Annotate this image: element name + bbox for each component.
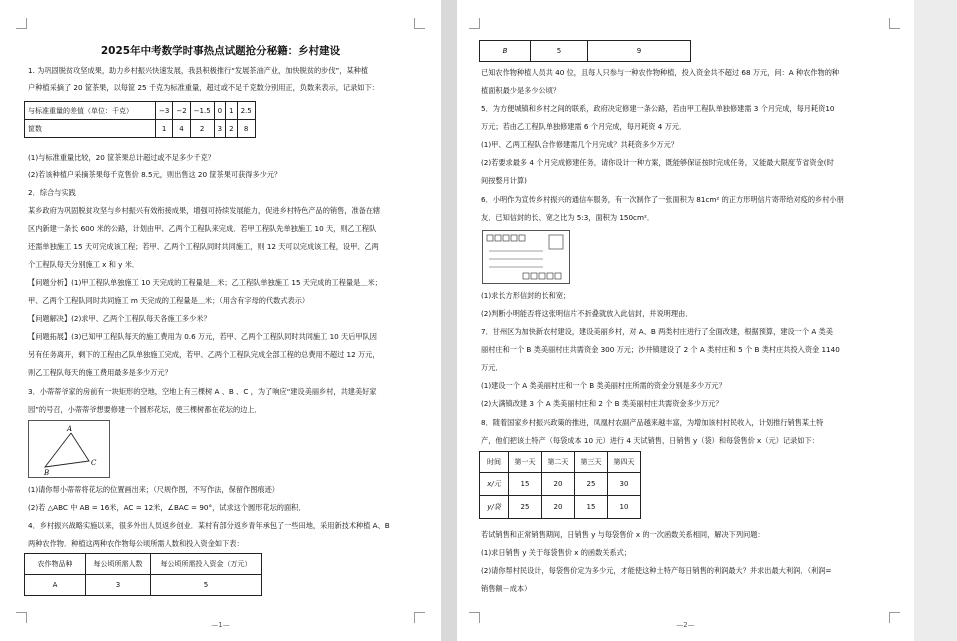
- question-1-line: 1. 为巩固脱贫攻坚成果，助力乡村振兴快速发展，我县积极推行“发展茶油产业，加快脱贫的步伐”，某种植: [28, 66, 369, 75]
- question-8-part: (2)请你帮村民设计，每袋售价定为多少元，才能使这种土特产每日销售的利润最大？并求出最大利润．（利润=: [481, 566, 832, 575]
- crop-table-continued: [479, 40, 691, 62]
- table-cell: −3: [156, 102, 173, 120]
- table-cell: 1: [226, 102, 237, 120]
- table-cell: x/元: [480, 473, 509, 496]
- table-row: [25, 554, 262, 575]
- question-1-part: (2)若该种植户采摘茶果每千克售价 8.5元，则出售这 20 筐茶果可获得多少元？: [28, 170, 282, 179]
- question-2-line: 【问题解决】(2)求甲、乙两个工程队每天各施工多少米？: [28, 314, 211, 323]
- table-cell: 25: [575, 473, 608, 496]
- question-4-line: 4．乡村振兴战略实施以来，很多外出人员返乡创业．某村有部分返乡青年承包了一些田地，采用新技术种植 A、B: [28, 521, 390, 530]
- question-1-line: 户种植采摘了 20 筐茶果，以每筐 25 千克为标准重量，超过或不足千克数分别用正，负数来表示，记录如下：: [28, 83, 379, 92]
- table-cell: 筐数: [25, 120, 156, 138]
- workspace-background: [914, 0, 957, 641]
- document-page-1: [0, 0, 441, 641]
- question-6-line: 友．已知信封的长、宽之比为 5:3，面积为 150cm²．: [481, 213, 655, 222]
- page-number: —1—: [211, 621, 230, 629]
- table-cell: 9: [588, 41, 691, 62]
- table-cell: 第二天: [542, 452, 575, 473]
- question-8-line: 产，他们把该土特产（每袋成本 10 元）进行 4 天试销售，日销售 y（袋）和每袋售价 x（元）记录如下：: [481, 436, 819, 445]
- table-cell: 与标准重量的差值（单位：千克）: [25, 102, 156, 120]
- crop-mark-icon: [414, 18, 425, 29]
- table-row: [480, 41, 691, 62]
- table-cell: 时间: [480, 452, 509, 473]
- table-cell: 每公顷所需投入资金（万元）: [151, 554, 262, 575]
- question-2-line: 【问题分析】(1)甲工程队单独施工 10 天完成的工程量是＿米；乙工程队单独施工 15 天完成的工程量是＿米；: [28, 278, 382, 287]
- table-cell: 20: [542, 473, 575, 496]
- triangle-diagram: [29, 421, 109, 477]
- table-row: [480, 452, 641, 473]
- table-cell: 2: [226, 120, 237, 138]
- question-6-part: (2)判断小明能否将这张明信片不折叠就放入此信封，并说明理由．: [481, 309, 693, 318]
- table-row: [25, 120, 256, 138]
- weight-table: [24, 101, 256, 138]
- question-3-part: (2)若 △ABC 中 AB = 16米，AC = 12米，∠BAC = 90°，试求这个圆形花坛的面积．: [28, 503, 306, 512]
- question-8-part: 销售额－成本）: [481, 584, 532, 593]
- table-cell: 2.5: [237, 102, 255, 120]
- table-cell: 4: [173, 120, 190, 138]
- question-2-line: 还需单独施工 15 天可完成该工程；若甲、乙两个工程队同时共同施工，则 12 天可以完成该工程，设甲、乙两: [28, 242, 379, 251]
- document-page-2: [457, 0, 914, 641]
- crop-table: [24, 553, 262, 596]
- table-cell: 第一天: [509, 452, 542, 473]
- table-cell: 25: [509, 496, 542, 519]
- table-cell: 10: [608, 496, 641, 519]
- table-cell: 2: [190, 120, 214, 138]
- question-5-line: (2)若要求最多 4 个月完成修建任务，请你设计一种方案，既能够保证按时完成任务，又能最大限度节省资金(时: [481, 158, 834, 167]
- table-cell: 5: [531, 41, 588, 62]
- question-7-line: 7．甘州区为加快新农村建设，建设美丽乡村，对 A、B 两类村庄进行了全面改建，根据预算，建设一个 A 类美: [481, 327, 833, 336]
- crop-mark-icon: [16, 18, 27, 29]
- sales-table: [479, 451, 641, 519]
- question-7-line: 万元．: [481, 363, 503, 372]
- table-row: [25, 102, 256, 120]
- question-5-line: 万元；若由乙工程队单独修建需 6 个月完成，每月耗资 4 万元．: [481, 122, 687, 131]
- table-cell: 0: [214, 102, 225, 120]
- table-cell: 5: [151, 575, 262, 596]
- question-1-part: (1)与标准重量比较，20 筐茶果总计超过或不足多少千克？: [28, 153, 215, 162]
- question-2-line: 甲、乙两个工程队同时共同施工 m 天完成的工程量是＿米；（用含有字母的代数式表示）: [28, 296, 310, 305]
- question-2-line: 则乙工程队每天的施工费用最多是多少万元？: [28, 368, 172, 377]
- question-7-line: (2)大满镇改建 3 个 A 类美丽村庄和 2 个 B 类美丽村庄共需资金多少万元？: [481, 399, 723, 408]
- question-6-line: 6．小明作为宣传乡村振兴的通信车服务，有一次制作了一张面积为 81cm² 的正方形明信片寄带给对疫的乡村小朋: [481, 195, 844, 204]
- page-gap: [441, 0, 457, 641]
- crop-mark-icon: [469, 18, 480, 29]
- question-2-line: 区内新建一条长 600 米的公路，计划由甲、乙两个工程队来完成．若甲工程队先单独施工 10 天，则乙工程队: [28, 224, 377, 233]
- question-8-part: (1)求日销售 y 关于每袋售价 x 的函数关系式；: [481, 548, 632, 557]
- question-5-line: 间按整月计算): [481, 176, 527, 185]
- table-cell: 15: [575, 496, 608, 519]
- question-5-line: (1)甲、乙两工程队合作修建需几个月完成？共耗资多少万元？: [481, 140, 679, 149]
- table-row: [480, 496, 641, 519]
- table-cell: y/袋: [480, 496, 509, 519]
- table-row: [480, 473, 641, 496]
- question-3-line: 园”的号召，小蒂蒂爷想要修建一个圆形花坛，使三棵树都在花坛的边上．: [28, 405, 262, 414]
- question-6-part: (1)求长方形信封的长和宽；: [481, 291, 571, 300]
- table-cell: 30: [608, 473, 641, 496]
- question-7-line: 丽村庄和一个 B 类美丽村庄共需资金 300 万元；沙井镇建设了 2 个 A 类村庄和 5 个 B 类村庄共投入资金 1140: [481, 345, 840, 354]
- table-cell: 农作物品种: [25, 554, 86, 575]
- triangle-shape: [45, 433, 89, 467]
- table-cell: −2: [173, 102, 190, 120]
- question-2-line: 2．综合与实践: [28, 188, 76, 197]
- table-cell: 第三天: [575, 452, 608, 473]
- question-5-line: 5．为方便城镇和乡村之间的联系，政府决定修建一条公路，若由甲工程队单独修建需 3 个月完成，每月耗资10: [481, 104, 835, 113]
- vertex-label-a: A: [67, 425, 73, 433]
- table-cell: 每公顷所需人数: [86, 554, 151, 575]
- table-cell: 20: [542, 496, 575, 519]
- triangle-figure: [28, 420, 110, 478]
- question-4-line: 植面积最少是多少公顷？: [481, 86, 561, 95]
- page-title: 2025年中考数学时事热点试题抢分秘籍：乡村建设: [100, 45, 341, 57]
- page-number: —2—: [676, 621, 695, 629]
- table-cell: 3: [214, 120, 225, 138]
- table-cell: A: [25, 575, 86, 596]
- question-2-line: 另有任务离开，剩下的工程由乙队单独施工完成，若甲、乙两个工程队完成全部工程的总费用不超过 12 万元，: [28, 350, 380, 359]
- question-8-part: 若试销售和正常销售期间，日销售 y 与每袋售价 x 的一次函数关系相同，解决下列问题：: [481, 530, 765, 539]
- question-4-line: 已知农作物种植人员共 40 位，且每人只参与一种农作物种植，投入资金共不超过 68 万元，问：A 种农作物的种: [481, 68, 840, 77]
- question-2-line: 某乡政府为巩固脱贫攻坚与乡村振兴有效衔接成果，增强可持续发展能力，促进乡村特色产品的销售，准备在辖: [28, 206, 381, 215]
- question-7-line: (1)建设一个 A 类美丽村庄和一个 B 类美丽村庄所需的资金分别是多少万元？: [481, 381, 726, 390]
- crop-mark-icon: [889, 18, 900, 29]
- table-cell: B: [480, 41, 531, 62]
- table-cell: 8: [237, 120, 255, 138]
- table-cell: 3: [86, 575, 151, 596]
- question-3-line: 3．小蒂蒂爷家的房前有一块矩形的空地，空地上有三棵树 A 、B 、C ，为了响应“建设美丽乡村，共建美好家: [28, 387, 377, 396]
- postcard-figure: [482, 230, 570, 284]
- table-cell: 15: [509, 473, 542, 496]
- question-2-line: 个工程队每天分别施工 x 和 y 米．: [28, 260, 140, 269]
- vertex-label-c: C: [91, 459, 97, 467]
- question-2-line: 【问题拓展】(3)已知甲工程队每天的施工费用为 0.6 万元，若甲、乙两个工程队同时共同施工 10 天后甲队因: [28, 332, 377, 341]
- table-row: [25, 575, 262, 596]
- table-cell: 1: [156, 120, 173, 138]
- question-3-part: (1)请你帮小蒂蒂将花坛的位置画出来；（尺规作图，不写作法，保留作图痕迹）: [28, 485, 279, 494]
- table-cell: −1.5: [190, 102, 214, 120]
- vertex-label-b: B: [44, 469, 50, 477]
- question-4-line: 两种农作物．种植这两种农作物每公顷所需人数和投入资金如下表：: [28, 539, 244, 548]
- table-cell: 第四天: [608, 452, 641, 473]
- question-8-line: 8．随着国家乡村振兴政策的推进，凤凰村农副产品越来越丰富，为增加该村村民收入，计划推行销售某土特: [481, 418, 824, 427]
- postcard-diagram: [483, 231, 569, 283]
